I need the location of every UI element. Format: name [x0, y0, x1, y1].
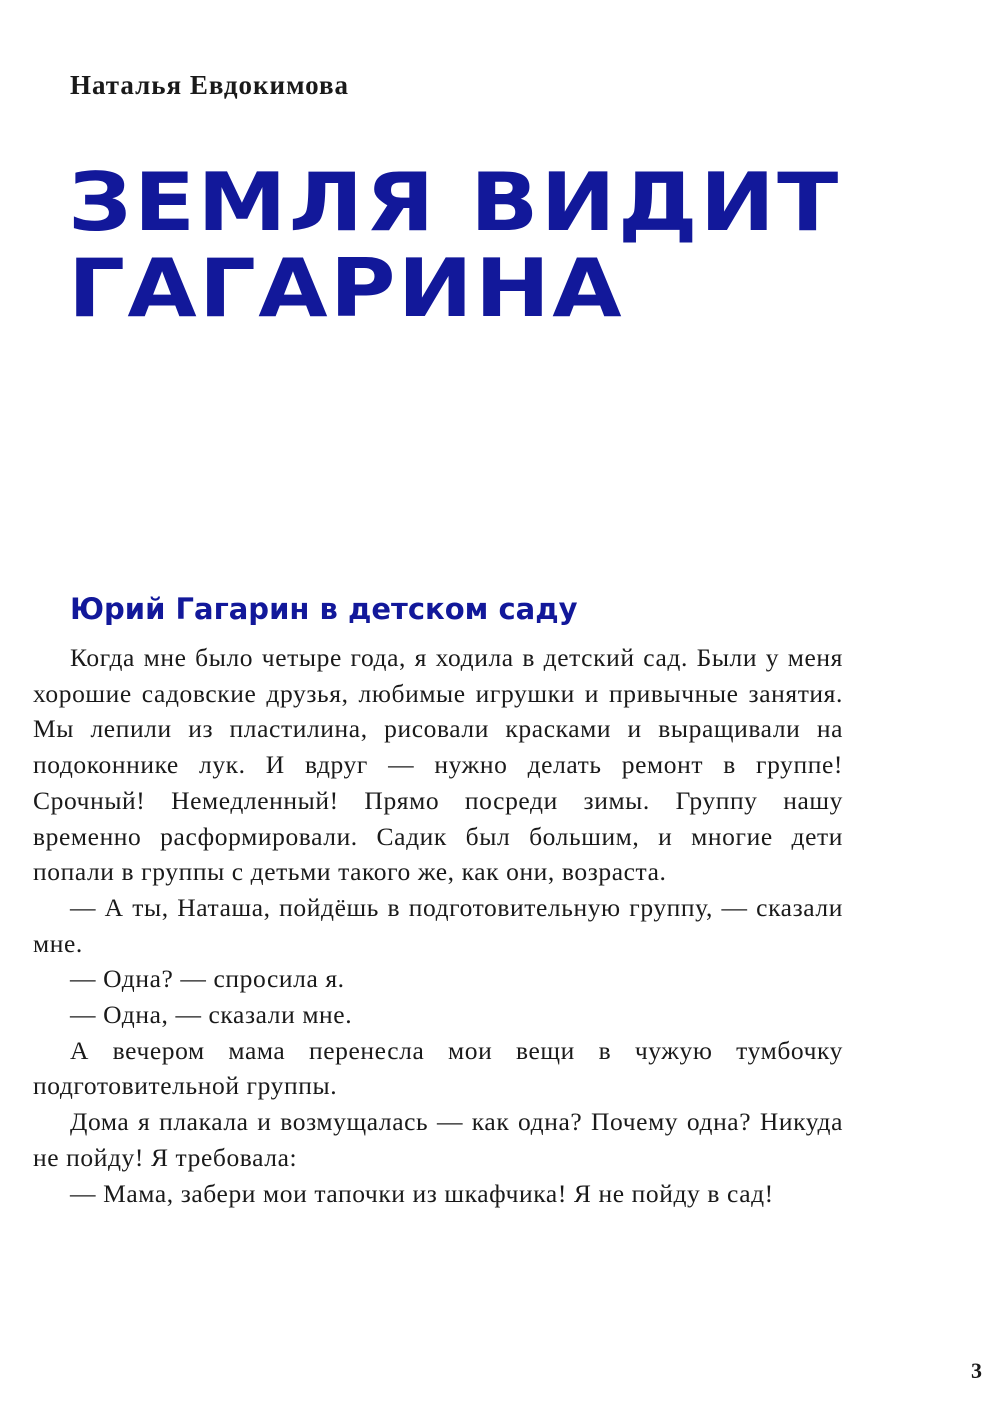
body-text — [33, 640, 843, 1211]
section-heading: Юрий Гагарин в детском саду — [70, 592, 578, 626]
paragraph: — Одна? — спросила я. — [70, 964, 345, 994]
paragraph: А вечером мама перенесла мои вещи в чужую тумбочку подготовительной группы. — [33, 1035, 843, 1101]
author-name: Наталья Евдокимова — [70, 70, 350, 100]
book-title — [68, 156, 841, 335]
paragraph: — Одна, — сказали мне. — [70, 1000, 353, 1030]
page-number: 3 — [971, 1358, 982, 1383]
paragraph: — Мама, забери мои тапочки из шкафчика! Я не пойду в сад! — [70, 1178, 774, 1208]
paragraph: Когда мне было четыре года, я ходила в детский сад. Были у меня хорошие садовские друзья, любимые игрушки и привычные занятия. Мы лепили из пластилина, рисовали красками и выращивали на подоконнике лук. И вдруг — нужно делать ремонт в группе! Срочный! Немедленный! Прямо посреди зимы. Группу нашу временно расформировали. Садик был большим, и многие дети попали в группы с детьми такого же, как они, возраста. — [33, 643, 843, 887]
paragraph: Дома я плакала и возмущалась — как одна? Почему одна? Никуда не пойду! Я требовала: — [33, 1107, 843, 1172]
book-title-line-2: ГАГАРИНА — [68, 242, 624, 335]
book-title-line-1: ЗЕМЛЯ ВИДИТ — [68, 156, 841, 249]
paragraph: — А ты, Наташа, пойдёшь в подготовительную группу, — сказали мне. — [33, 892, 843, 958]
